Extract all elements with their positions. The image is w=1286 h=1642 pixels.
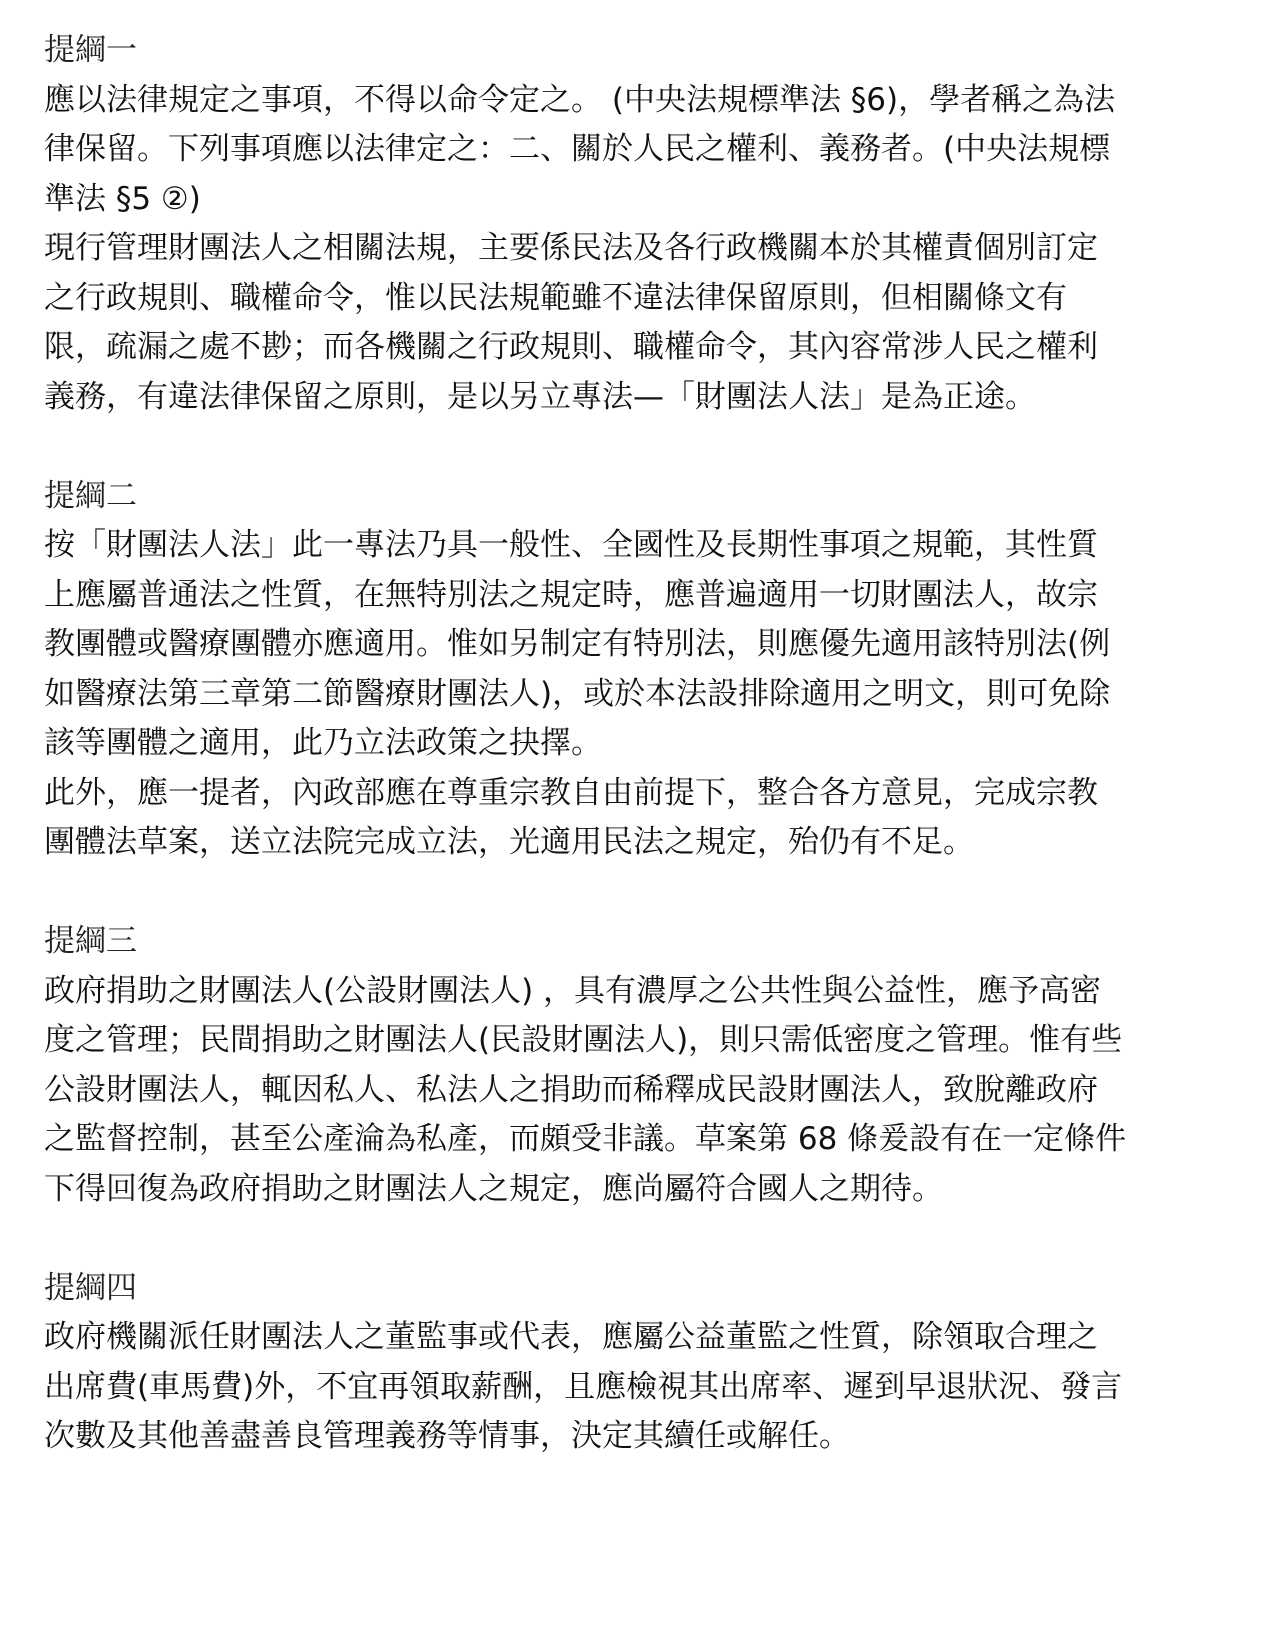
section-1-line-7: 義務，有違法律保留之原則，是以另立專法—「財團法人法」是為正途。 [44, 378, 1036, 415]
section-4-line-3: 次數及其他善盡善良管理義務等情事，決定其續任或解任。 [44, 1418, 850, 1454]
section-3-line-3: 公設財團法人，輒因私人、私法人之捐助而稀釋成民設財團法人，致脫離政府 [44, 1071, 1098, 1108]
section-1-heading: 提綱一 [44, 32, 137, 68]
section-1-line-2: 律保留。下列事項應以法律定之：二、關於人民之權利、義務者。(中央法規標 [44, 131, 1111, 167]
document-body [44, 26, 1224, 1462]
section-2-line-1: 按「財團法人法」此一專法乃具一般性、全國性及長期性事項之規範，其性質 [44, 527, 1098, 563]
section-4-line-1: 政府機關派任財團法人之董監事或代表，應屬公益董監之性質，除領取合理之 [44, 1319, 1098, 1355]
section-3-heading: 提綱三 [44, 923, 137, 959]
paragraph-spacer [44, 422, 1224, 472]
section-2-heading: 提綱二 [44, 477, 137, 514]
section-2-line-2: 上應屬普通法之性質，在無特別法之規定時，應普遍適用一切財團法人，故宗 [44, 576, 1098, 613]
section-3-line-4: 之監督控制，甚至公產淪為私產，而頗受非議。草案第 68 條爰設有在一定條件 [44, 1121, 1127, 1157]
section-1-line-4: 現行管理財團法人之相關法規，主要係民法及各行政機關本於其權責個別訂定 [44, 230, 1098, 266]
section-3-line-2: 度之管理；民間捐助之財團法人(民設財團法人)，則只需低密度之管理。惟有些 [44, 1022, 1123, 1058]
section-1-line-1: 應以法律規定之事項，不得以命令定之。 (中央法規標準法 §6)，學者稱之為法 [44, 81, 1116, 118]
paragraph-spacer [44, 868, 1224, 918]
section-3-line-1: 政府捐助之財團法人(公設財團法人) ，具有濃厚之公共性與公益性，應予高密 [44, 972, 1102, 1009]
section-1-line-3: 準法 §5 ②) [44, 180, 201, 217]
section-2-line-3: 教團體或醫療團體亦應適用。惟如另制定有特別法，則應優先適用該特別法(例 [44, 626, 1111, 662]
section-3-line-5: 下得回復為政府捐助之財團法人之規定，應尚屬符合國人之期待。 [44, 1170, 943, 1207]
section-4-line-2: 出席費(車馬費)外，不宜再領取薪酬，且應檢視其出席率、遲到早退狀況、發言 [44, 1368, 1123, 1405]
section-1-line-6: 限，疏漏之處不尠；而各機關之行政規則、職權命令，其內容常涉人民之權利 [44, 329, 1098, 365]
paragraph-spacer [44, 1214, 1224, 1264]
section-2-line-5: 該等團體之適用，此乃立法政策之抉擇。 [44, 725, 602, 761]
section-2-line-7: 團體法草案，送立法院完成立法，光適用民法之規定，殆仍有不足。 [44, 824, 974, 860]
section-1-line-5: 之行政規則、職權命令，惟以民法規範雖不違法律保留原則，但相關條文有 [44, 279, 1067, 316]
section-2-line-4: 如醫療法第三章第二節醫療財團法人)，或於本法設排除適用之明文，則可免除 [44, 675, 1111, 712]
section-2-line-6: 此外，應一提者，內政部應在尊重宗教自由前提下，整合各方意見，完成宗教 [44, 774, 1098, 811]
section-4-heading: 提綱四 [44, 1269, 137, 1306]
